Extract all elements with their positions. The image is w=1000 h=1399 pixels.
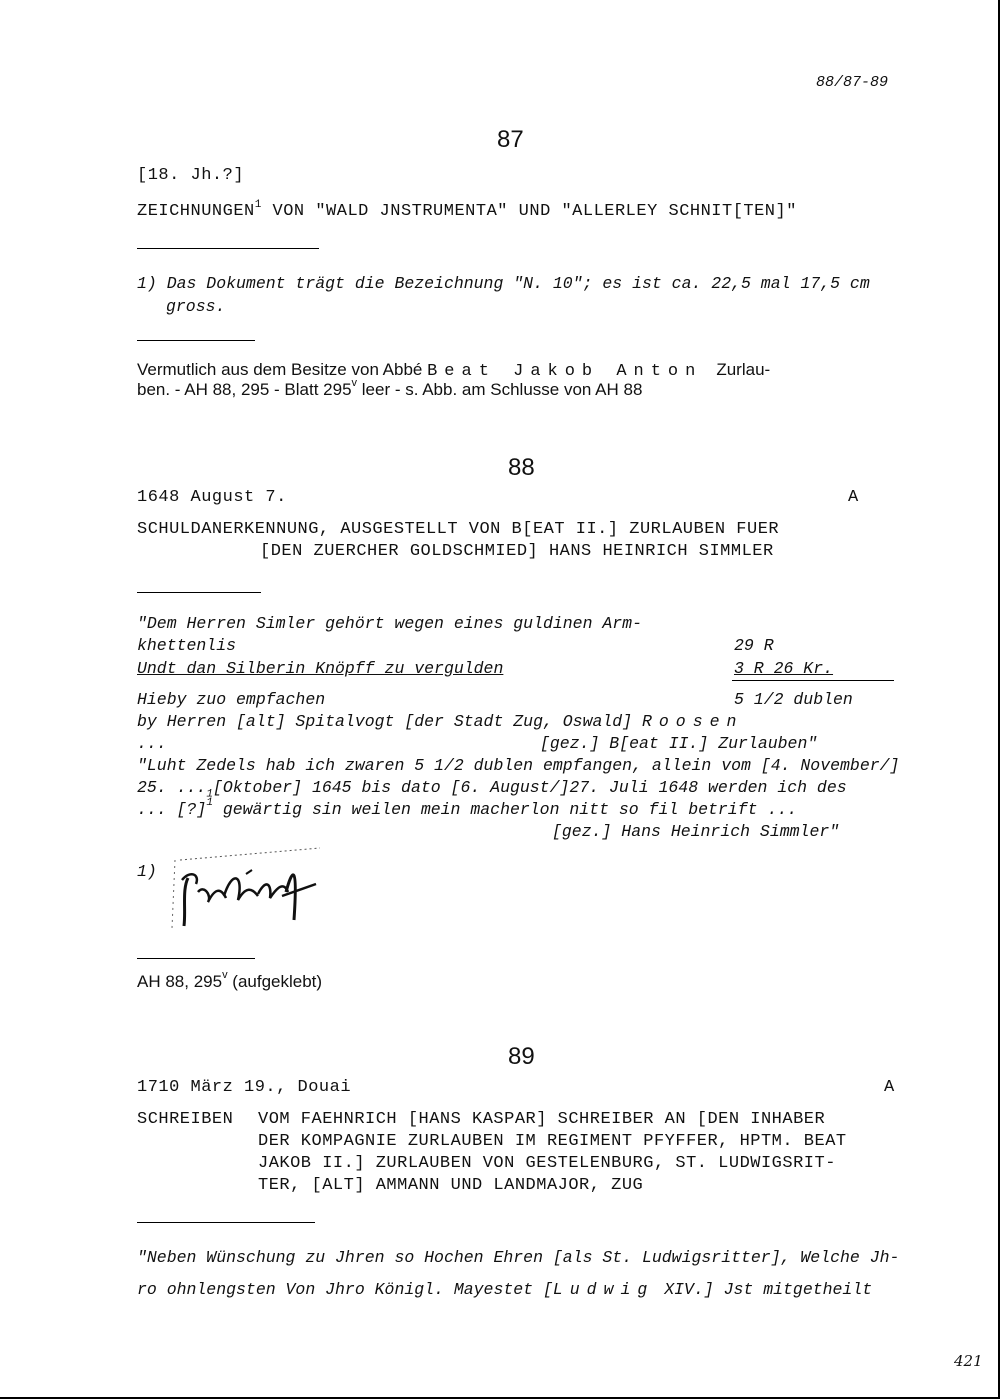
doc88-quote-line6a: ... xyxy=(137,734,167,753)
doc89-title-line4: TER, [ALT] AMMANN UND LANDMAJOR, ZUG xyxy=(258,1176,644,1195)
doc88-type: A xyxy=(848,488,859,507)
corner-handwritten-mark: 421 xyxy=(954,1352,983,1370)
doc88-title-line2: [DEN ZUERCHER GOLDSCHMIED] HANS HEINRICH SIMMLER xyxy=(260,542,774,561)
section-rule xyxy=(137,592,261,593)
doc87-title: ZEICHNUNGEN$^1$ VON "WALD JNSTRUMENTA" UND "ALLERLEY SCHNIT[TEN]" xyxy=(137,199,797,221)
section-rule xyxy=(137,1222,315,1223)
doc88-source: AH 88, 295$^v$ (aufgeklebt) xyxy=(137,969,323,991)
doc88-quote-line5: by Herren [alt] Spitalvogt [der Stadt Zug, Oswald] Roosen xyxy=(137,712,744,731)
doc88-quote-line2: khettenlis xyxy=(137,636,237,655)
doc88-quote-line9: ... [?]$^1$ gewärtig sin weilen mein macherlon nitt so fil betrift ... xyxy=(137,797,798,819)
doc89-quote-line2: ro ohnlengsten Von Jhro Königl. Mayestet [Ludwig XIV.] Jst mitgetheilt xyxy=(137,1280,873,1299)
footnote-rule xyxy=(137,248,319,249)
doc89-title-line2: DER KOMPAGNIE ZURLAUBEN IM REGIMENT PFYFFER, HPTM. BEAT xyxy=(258,1132,847,1151)
doc89-title-label: SCHREIBEN xyxy=(137,1110,234,1129)
doc88-quote-line8: 25. $..._1[Oktober]$ 1645 bis dato [6. August/]27. Juli 1648 werden ich des xyxy=(137,778,847,801)
section-rule xyxy=(137,340,255,341)
page-reference: 88/87-89 xyxy=(816,74,889,91)
doc88-title-line1: SCHULDANERKENNUNG, AUSGESTELLT VON B[EAT II.] ZURLAUBEN FUER xyxy=(137,520,780,539)
doc88-quote-line1: "Dem Herren Simler gehört wegen eines guldinen Arm- xyxy=(137,614,642,633)
doc89-number: 89 xyxy=(508,1043,535,1070)
section-rule xyxy=(137,958,255,959)
doc87-date: [18. Jh.?] xyxy=(137,166,245,185)
handwriting-image xyxy=(160,840,325,930)
doc87-note-line1: Vermutlich aus dem Besitze von Abbé Beat Jakob Anton Zurlau- xyxy=(137,360,771,381)
doc89-quote-line1: "Neben Wünschung zu Jhren so Hochen Ehren [als St. Ludwigsritter], Welche Jh- xyxy=(137,1248,900,1267)
doc88-quote-line6b: [gez.] B[eat II.] Zurlauben" xyxy=(540,734,818,753)
doc88-amount-3: 5 1/2 dublen xyxy=(734,690,853,709)
doc87-footnote-line1: 1) Das Dokument trägt die Bezeichnung "N. 10"; es ist ca. 22,5 mal 17,5 cm xyxy=(137,274,870,293)
doc88-quote-line3: Undt dan Silberin Knöpff zu vergulden xyxy=(137,659,504,678)
doc88-amount-2: 3 R 26 Kr. xyxy=(734,659,834,678)
doc88-quote-line7: "Luht Zedels hab ich zwaren 5 1/2 dublen empfangen, allein vom [4. November/] xyxy=(137,756,900,775)
doc88-amount-1: 29 R xyxy=(734,636,774,655)
doc87-number: 87 xyxy=(497,126,524,153)
doc88-date: 1648 August 7. xyxy=(137,488,287,507)
doc88-quote-line10: [gez.] Hans Heinrich Simmler" xyxy=(552,822,840,841)
doc88-number: 88 xyxy=(508,454,535,481)
figure-label: 1) xyxy=(137,862,157,881)
doc89-title-line1: VOM FAEHNRICH [HANS KASPAR] SCHREIBER AN [DEN INHABER xyxy=(258,1110,826,1129)
doc89-title-line3: JAKOB II.] ZURLAUBEN VON GESTELENBURG, ST. LUDWIGSRIT- xyxy=(258,1154,836,1173)
doc88-quote-line4: Hieby zuo empfachen xyxy=(137,690,326,709)
doc89-type: A xyxy=(884,1078,895,1097)
doc87-note-line2: ben. - AH 88, 295 - Blatt 295$^v$ leer - s. Abb. am Schlusse von AH 88 xyxy=(137,377,643,399)
doc87-footnote-line2: gross. xyxy=(166,297,226,316)
doc89-date: 1710 März 19., Douai xyxy=(137,1078,352,1097)
sum-rule xyxy=(732,680,894,681)
